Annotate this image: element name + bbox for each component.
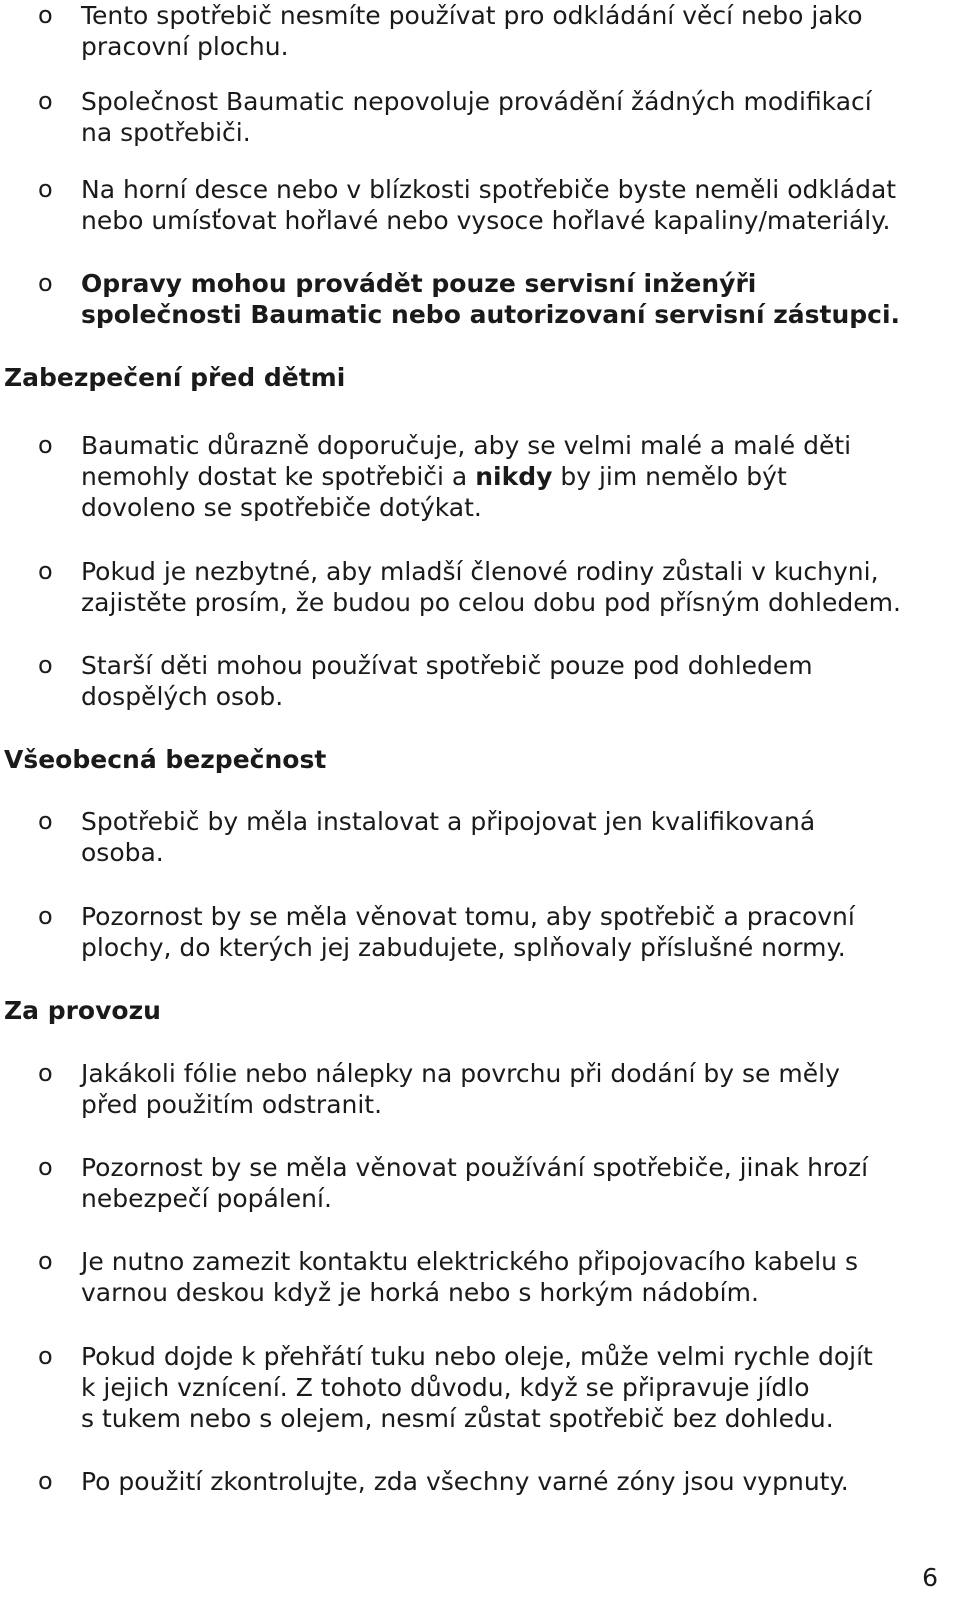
text-line: k jejich vznícení. Z tohoto důvodu, když se připravuje jídlo [81,1373,810,1402]
bullet-marker: o [38,175,53,203]
text-line: nemohly dostat ke spotřebiči a [81,462,476,491]
bullet-marker: o [38,1467,53,1495]
bullet-marker: o [38,557,53,585]
text-line: Pokud je nezbytné, aby mladší členové rodiny zůstali v kuchyni, [81,557,879,586]
section-heading: Všeobecná bezpečnost [4,745,327,774]
bullet-marker: o [38,1247,53,1275]
list-item-text [81,806,947,868]
list-item-text [81,650,947,712]
list-item-text [81,1466,947,1497]
text-line: Společnost Baumatic nepovoluje provádění žádných modifikací [81,87,872,116]
list-item-text [81,0,947,62]
text-line: dospělých osob. [81,682,284,711]
text-line: Jakákoli fólie nebo nálepky na povrchu při dodání by se měly [81,1059,840,1088]
text-line: dovoleno se spotřebiče dotýkat. [81,493,482,522]
text-line: plochy, do kterých jej zabudujete, splňovaly příslušné normy. [81,933,846,962]
text-line: Pozornost by se měla věnovat používání spotřebiče, jinak hrozí [81,1153,869,1182]
bullet-marker: o [38,807,53,835]
bullet-marker: o [38,902,53,930]
list-item-text [81,1246,947,1308]
text-line: pracovní plochu. [81,32,289,61]
text-line: Je nutno zamezit kontaktu elektrického připojovacího kabelu s [81,1247,858,1276]
bullet-marker: o [38,1342,53,1370]
text-line: by jim nemělo být [552,462,787,491]
list-item-text [81,174,947,236]
text-line: nebo umísťovat hořlavé nebo vysoce hořlavé kapaliny/materiály. [81,206,891,235]
text-line: Pokud dojde k přehřátí tuku nebo oleje, může velmi rychle dojít [81,1342,873,1371]
bullet-marker: o [38,1059,53,1087]
bullet-marker: o [38,1,53,29]
text-line: nebezpečí popálení. [81,1184,332,1213]
bullet-marker: o [38,87,53,115]
list-item-text [81,901,947,963]
text-line: Starší děti mohou používat spotřebič pouze pod dohledem [81,651,813,680]
text-line: varnou deskou když je horká nebo s horkým nádobím. [81,1278,759,1307]
text-line: na spotřebiči. [81,118,251,147]
text-line: Tento spotřebič nesmíte používat pro odkládání věcí nebo jako [81,1,863,30]
text-line: Baumatic důrazně doporučuje, aby se velmi malé a malé děti [81,431,852,460]
text-line: Opravy mohou provádět pouze servisní inženýři [81,269,757,298]
list-item-text [81,268,947,330]
bullet-marker: o [38,1153,53,1181]
emphasis-word: nikdy [475,462,553,491]
list-item-text [81,86,947,148]
page-number: 6 [922,1563,938,1592]
list-item-text [81,1152,947,1214]
text-line: osoba. [81,838,164,867]
section-heading: Zabezpečení před dětmi [4,363,346,392]
text-line: společnosti Baumatic nebo autorizovaní servisní zástupci. [81,300,901,329]
list-item-text [81,1058,947,1120]
text-line: zajistěte prosím, že budou po celou dobu pod přísným dohledem. [81,588,901,617]
text-line: před použitím odstranit. [81,1090,383,1119]
bullet-marker: o [38,651,53,679]
text-line: Pozornost by se měla věnovat tomu, aby spotřebič a pracovní [81,902,855,931]
list-item-text [81,1341,947,1434]
text-line: Po použití zkontrolujte, zda všechny varné zóny jsou vypnuty. [81,1467,849,1496]
text-line: Na horní desce nebo v blízkosti spotřebiče byste neměli odkládat [81,175,897,204]
list-item-text [81,556,947,618]
text-line: Spotřebič by měla instalovat a připojovat jen kvalifikovaná [81,807,816,836]
list-item-text [81,430,947,523]
bullet-marker: o [38,269,53,297]
text-line: s tukem nebo s olejem, nesmí zůstat spotřebič bez dohledu. [81,1404,834,1433]
section-heading: Za provozu [4,996,161,1025]
bullet-marker: o [38,431,53,459]
